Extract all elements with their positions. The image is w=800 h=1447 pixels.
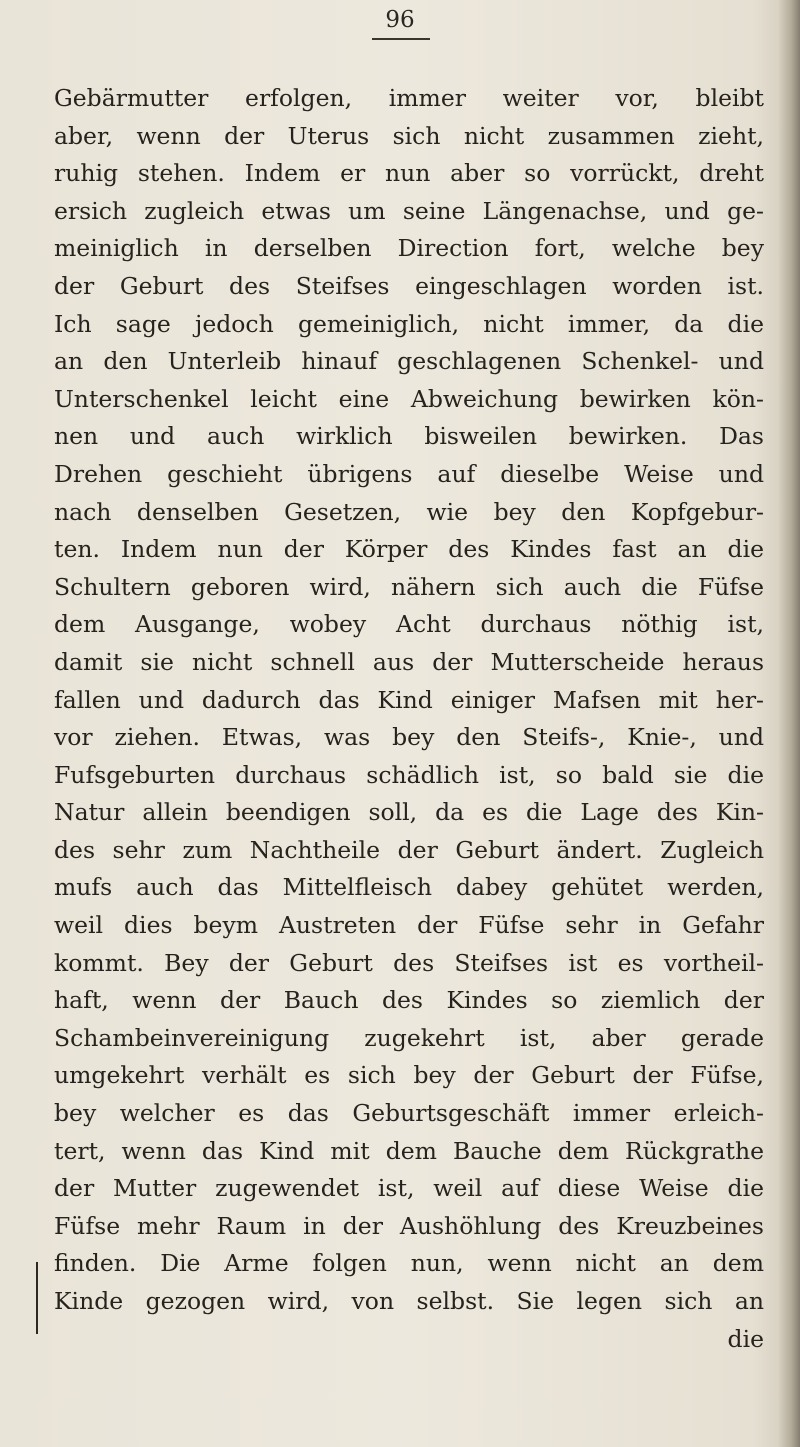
text-line: aber, wenn der Uterus sich nicht zusammen zieht, [54,121,764,150]
text-line: Füfse mehr Raum in der Aushöhlung des Kreuzbeines [54,1211,764,1240]
text-line: vor ziehen. Etwas, was bey den Steifs-, Knie-, und [54,723,764,752]
text-line: nen und auch wirklich bisweilen bewirken. Das [54,422,764,451]
margin-mark [36,1262,38,1334]
text-line: haft, wenn der Bauch des Kindes so ziemlich der [54,986,764,1015]
text-line: der Mutter zugewendet ist, weil auf diese Weise die [54,1174,764,1203]
text-line: Ich sage jedoch gemeiniglich, nicht immer, da die [54,309,764,338]
text-line: tert, wenn das Kind mit dem Bauche dem Rückgrathe [54,1136,764,1165]
page-number: 96 [385,7,415,33]
text-line: Drehen geschieht übrigens auf dieselbe Weise und [54,459,764,488]
text-line: der Geburt des Steifses eingeschlagen worden ist. [54,271,764,300]
text-line: des sehr zum Nachtheile der Geburt ändert. Zugleich [54,835,764,864]
text-line: Natur allein beendigen soll, da es die Lage des Kin- [54,798,764,827]
page-number-rule [372,38,430,40]
text-line: kommt. Bey der Geburt des Steifses ist es vortheil- [54,948,764,977]
text-line: nach denselben Gesetzen, wie bey den Kopfgebur- [54,497,764,526]
text-line: fallen und dadurch das Kind einiger Mafsen mit her- [54,685,764,714]
text-line: umgekehrt verhält es sich bey der Geburt der Füfse, [54,1061,764,1090]
text-line: Unterschenkel leicht eine Abweichung bewirken kön- [54,384,764,413]
text-line: Schultern geboren wird, nähern sich auch die Füfse [54,572,764,601]
text-line: ruhig stehen. Indem er nun aber so vorrückt, dreht [54,159,764,188]
text-line: dem Ausgange, wobey Acht durchaus nöthig ist, [54,610,764,639]
text-line: ten. Indem nun der Körper des Kindes fast an die [54,535,764,564]
text-line: Fufsgeburten durchaus schädlich ist, so bald sie die [54,760,764,789]
text-line: meiniglich in derselben Direction fort, welche bey [54,234,764,263]
text-line: ersich zugleich etwas um seine Längenachse, und ge- [54,196,764,225]
text-line: an den Unterleib hinauf geschlagenen Schenkel- und [54,347,764,376]
text-line: finden. Die Arme folgen nun, wenn nicht an dem [54,1249,764,1278]
text-line: Kinde gezogen wird, von selbst. Sie legen sich an [54,1287,764,1315]
catchword: die [727,1324,764,1353]
text-line: Schambeinvereinigung zugekehrt ist, aber gerade [54,1023,764,1052]
text-line: bey welcher es das Geburtsgeschäft immer erleich- [54,1099,764,1128]
text-line: weil dies beym Austreten der Füfse sehr in Gefahr [54,911,764,940]
text-line: Gebärmutter erfolgen, immer weiter vor, bleibt [54,84,764,112]
body-text [54,80,764,1358]
text-line: mufs auch das Mittelfleisch dabey gehütet werden, [54,873,764,902]
text-line: damit sie nicht schnell aus der Mutterscheide heraus [54,647,764,676]
page-edge-shadow [778,0,800,1447]
